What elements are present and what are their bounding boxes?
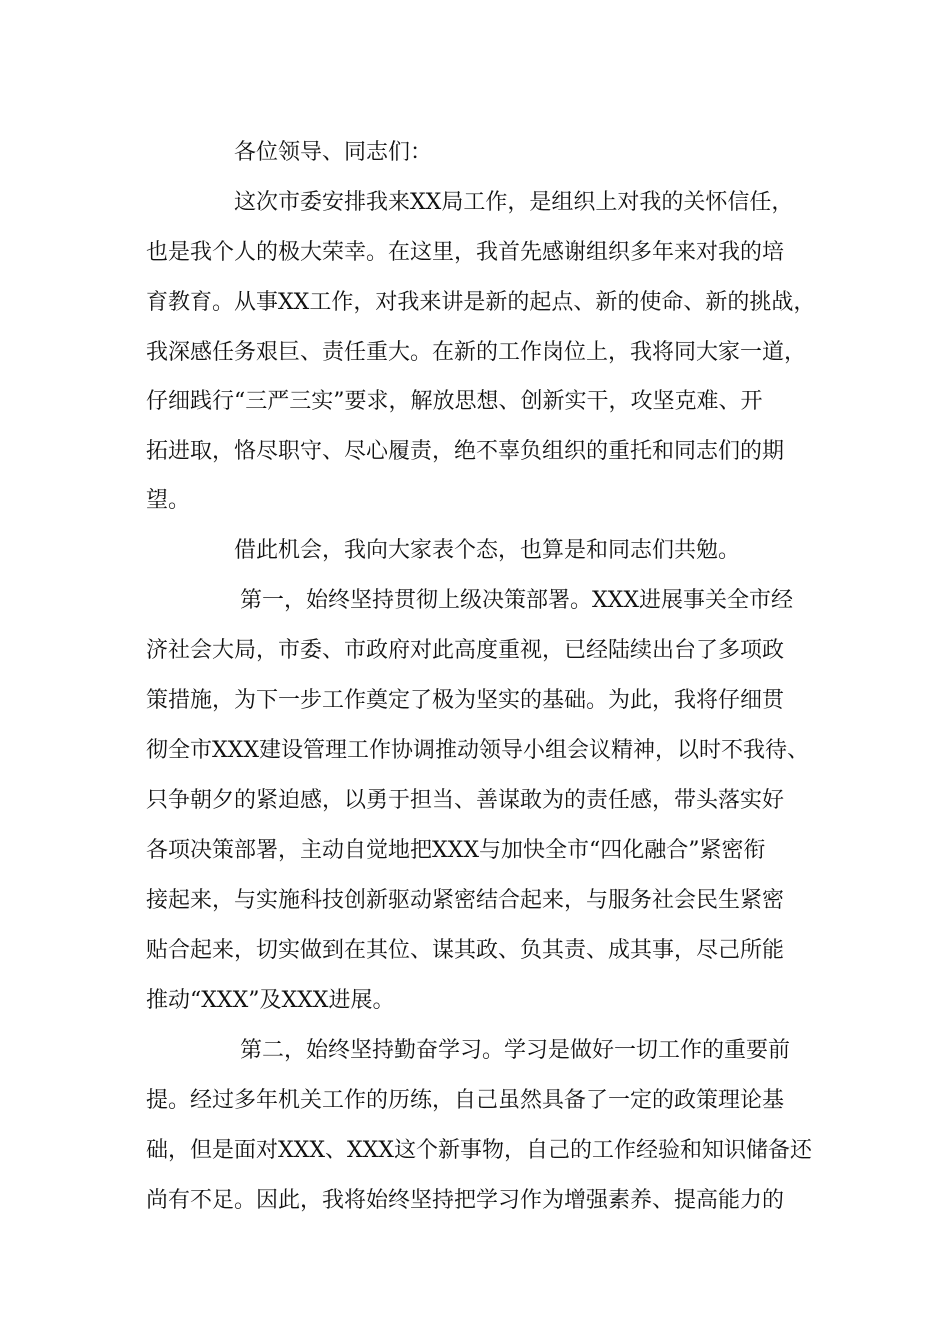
paragraph-1-line-1: 这次市委安排我来XX局工作，是组织上对我的关怀信任，: [234, 190, 794, 215]
paragraph-2-line-1: 借此机会，我向大家表个态，也算是和同志们共勉。: [234, 538, 741, 563]
paragraph-3-line-5: 只争朝夕的紧迫感，以勇于担当、善谋敢为的责任感，带头落实好: [146, 788, 785, 813]
salutation: 各位领导、同志们：: [234, 140, 433, 165]
paragraph-1-line-7: 望。: [146, 488, 191, 513]
paragraph-3-line-3: 策措施，为下一步工作奠定了极为坚实的基础。为此，我将仔细贯: [146, 688, 785, 713]
paragraph-1-line-5: 仔细践行“三严三实”要求，解放思想、创新实干，攻坚克难、开: [146, 389, 763, 414]
paragraph-3-line-6: 各项决策部署，主动自觉地把XXX与加快全市“四化融合”紧密衔: [146, 838, 766, 863]
paragraph-4-line-1: 第二，始终坚持勤奋学习。学习是做好一切工作的重要前: [240, 1038, 791, 1063]
paragraph-1-line-6: 拓进取，恪尽职守、尽心履责，绝不辜负组织的重托和同志们的期: [146, 439, 785, 464]
paragraph-4-line-2: 提。经过多年机关工作的历练，自己虽然具备了一定的政策理论基: [146, 1088, 785, 1113]
paragraph-3-line-8: 贴合起来，切实做到在其位、谋其政、负其责、成其事，尽己所能: [146, 938, 785, 963]
paragraph-1-line-3: 育教育。从事XX工作，对我来讲是新的起点、新的使命、新的挑战，: [146, 290, 816, 315]
paragraph-3-line-9: 推动“XXX”及XXX进展。: [146, 988, 395, 1013]
paragraph-3-line-4: 彻全市XXX建设管理工作协调推动领导小组会议精神，以时不我待、: [146, 738, 809, 763]
paragraph-3-line-2: 济社会大局，市委、市政府对此高度重视，已经陆续出台了多项政: [146, 638, 785, 663]
paragraph-3-line-1: 第一，始终坚持贯彻上级决策部署。XXX进展事关全市经: [240, 588, 793, 613]
paragraph-4-line-3: 础，但是面对XXX、XXX这个新事物，自己的工作经验和知识储备还: [146, 1138, 812, 1163]
paragraph-4-line-4: 尚有不足。因此，我将始终坚持把学习作为增强素养、提高能力的: [146, 1188, 785, 1213]
paragraph-1-line-4: 我深感任务艰巨、责任重大。在新的工作岗位上，我将同大家一道，: [146, 340, 807, 365]
paragraph-3-line-7: 接起来，与实施科技创新驱动紧密结合起来，与服务社会民生紧密: [146, 888, 785, 913]
paragraph-1-line-2: 也是我个人的极大荣幸。在这里，我首先感谢组织多年来对我的培: [146, 240, 785, 265]
